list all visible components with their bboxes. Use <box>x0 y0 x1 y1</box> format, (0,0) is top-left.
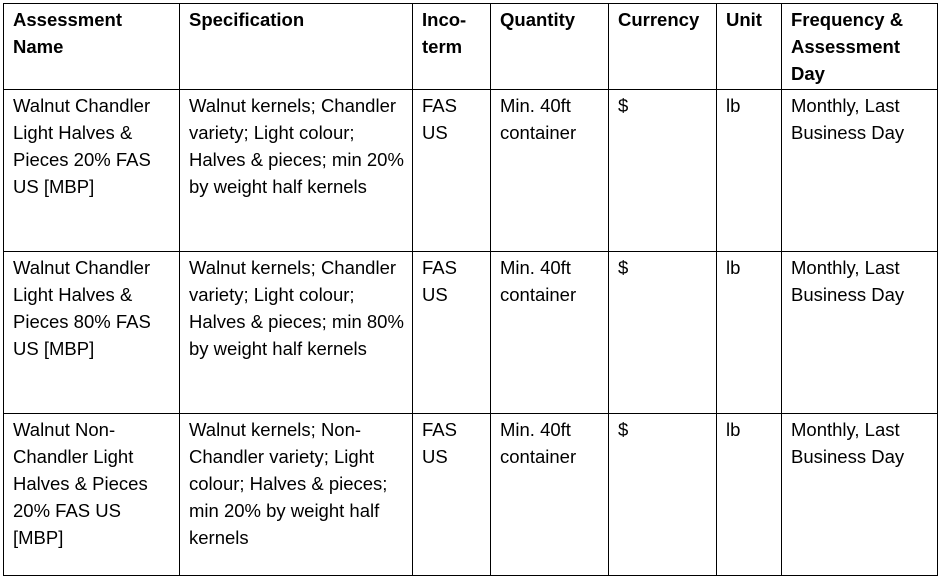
header-assessment-name: Assessment Name <box>4 4 180 90</box>
header-row <box>4 4 938 90</box>
assessment-spec-table <box>3 3 938 576</box>
cell-assessment-name: Walnut Chandler Light Halves & Pieces 20% FAS US [MBP] <box>4 90 180 252</box>
cell-currency: $ <box>609 90 717 252</box>
cell-currency: $ <box>609 252 717 414</box>
cell-incoterm: FAS US <box>413 414 491 576</box>
cell-currency: $ <box>609 414 717 576</box>
header-quantity: Quantity <box>491 4 609 90</box>
table-row <box>4 414 938 576</box>
cell-incoterm: FAS US <box>413 252 491 414</box>
cell-frequency: Monthly, Last Business Day <box>782 414 938 576</box>
table-row <box>4 90 938 252</box>
cell-unit: lb <box>717 90 782 252</box>
cell-unit: lb <box>717 252 782 414</box>
cell-specification: Walnut kernels; Non-Chandler variety; Light colour; Halves & pieces; min 20% by weight half kernels <box>180 414 413 576</box>
cell-unit: lb <box>717 414 782 576</box>
cell-assessment-name: Walnut Non-Chandler Light Halves & Pieces 20% FAS US [MBP] <box>4 414 180 576</box>
cell-incoterm: FAS US <box>413 90 491 252</box>
cell-quantity: Min. 40ft container <box>491 252 609 414</box>
header-incoterm: Inco-term <box>413 4 491 90</box>
cell-quantity: Min. 40ft container <box>491 90 609 252</box>
cell-specification: Walnut kernels; Chandler variety; Light colour; Halves & pieces; min 20% by weight half kernels <box>180 90 413 252</box>
header-specification: Specification <box>180 4 413 90</box>
table-row <box>4 252 938 414</box>
header-currency: Currency <box>609 4 717 90</box>
cell-frequency: Monthly, Last Business Day <box>782 90 938 252</box>
cell-quantity: Min. 40ft container <box>491 414 609 576</box>
header-frequency: Frequency & Assessment Day <box>782 4 938 90</box>
cell-frequency: Monthly, Last Business Day <box>782 252 938 414</box>
header-unit: Unit <box>717 4 782 90</box>
cell-assessment-name: Walnut Chandler Light Halves & Pieces 80% FAS US [MBP] <box>4 252 180 414</box>
cell-specification: Walnut kernels; Chandler variety; Light colour; Halves & pieces; min 80% by weight half kernels <box>180 252 413 414</box>
